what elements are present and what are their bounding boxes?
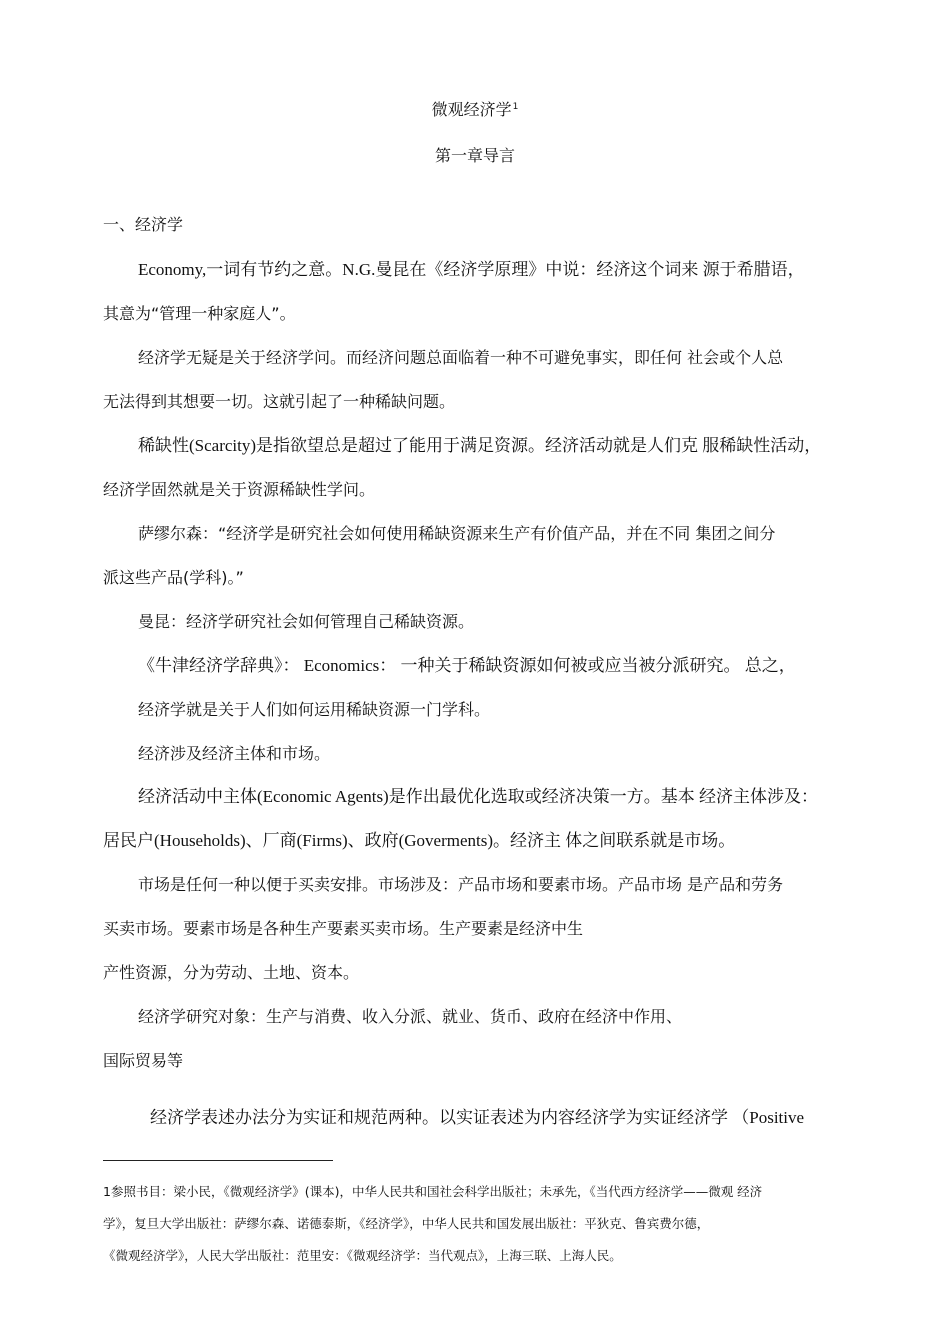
footnote-mark: 1 <box>512 101 519 112</box>
paragraph-line: 派这些产品(学科)。” <box>103 568 244 587</box>
paragraph-line: 产性资源，分为劳动、土地、资本。 <box>103 963 360 982</box>
paragraph-line: 其意为“管理一种家庭人”。 <box>103 304 296 323</box>
doc-title-text: 微观经济学 <box>431 100 512 119</box>
paragraph-line: Economy,一词有节约之意。N.G.曼昆在《经济学原理》中说：经济这个词来 源于希腊语， <box>138 260 805 279</box>
paragraph-line: 买卖市场。要素市场是各种生产要素买卖市场。生产要素是经济中生 <box>103 919 584 938</box>
footnote-line: 《微观经济学》，人民大学出版社：范里安：《微观经济学：当代观点》，上海三联、上海人民。 <box>103 1248 622 1263</box>
paragraph-line: 无法得到其想要一切。这就引起了一种稀缺问题。 <box>103 392 456 411</box>
paragraph-line: 经济学就是关于人们如何运用稀缺资源一门学科。 <box>138 700 491 719</box>
paragraph-line: 国际贸易等 <box>103 1051 184 1070</box>
paragraph-line: 《牛津经济学辞典》： Economics： 一种关于稀缺资源如何被或应当被分派研究。 总之， <box>138 656 796 675</box>
chapter-heading: 第一章导言 <box>434 146 515 165</box>
paragraph-line: 居民户(Households)、厂商(Firms)、政府(Goverments)。经济主 体之间联系就是市场。 <box>103 831 736 850</box>
paragraph-line: 经济学表述办法分为实证和规范两种。以实证表述为内容经济学为实证经济学 （Positive <box>150 1108 805 1127</box>
paragraph-line: 稀缺性(Scarcity)是指欲望总是超过了能用于满足资源。经济活动就是人们克 服稀缺性活动， <box>138 436 822 455</box>
paragraph-line: 经济涉及经济主体和市场。 <box>138 744 331 763</box>
paragraph-line: 萨缪尔森：“经济学是研究社会如何使用稀缺资源来生产有价值产品，并在不同 集团之间分 <box>138 524 776 543</box>
footnote-line: 学》，复旦大学出版社：萨缪尔森、诺德泰斯，《经济学》，中华人民共和国发展出版社：平狄克、鲁宾费尔德， <box>103 1216 710 1231</box>
paragraph-line: 市场是任何一种以便于买卖安排。市场涉及：产品市场和要素市场。产品市场 是产品和劳务 <box>138 875 784 894</box>
footnote-line: 1参照书目：梁小民，《微观经济学》(课本)，中华人民共和国社会科学出版社；未承先，《当代西方经济学——微观 经济 <box>103 1184 763 1199</box>
paragraph-line: 经济活动中主体(Economic Agents)是作出最优化选取或经济决策一方。基本 经济主体涉及： <box>138 787 818 806</box>
paragraph-line: 经济学无疑是关于经济学问。而经济问题总面临着一种不可避免事实，即任何 社会或个人总 <box>138 348 784 367</box>
doc-title <box>0 97 950 120</box>
paragraph-line: 经济学固然就是关于资源稀缺性学问。 <box>103 480 376 499</box>
footnote-divider <box>103 1160 333 1161</box>
section-heading: 一、经济学 <box>103 215 184 234</box>
paragraph-line: 经济学研究对象：生产与消费、收入分派、就业、货币、政府在经济中作用、 <box>138 1007 683 1026</box>
paragraph-line: 曼昆：经济学研究社会如何管理自己稀缺资源。 <box>138 612 475 631</box>
